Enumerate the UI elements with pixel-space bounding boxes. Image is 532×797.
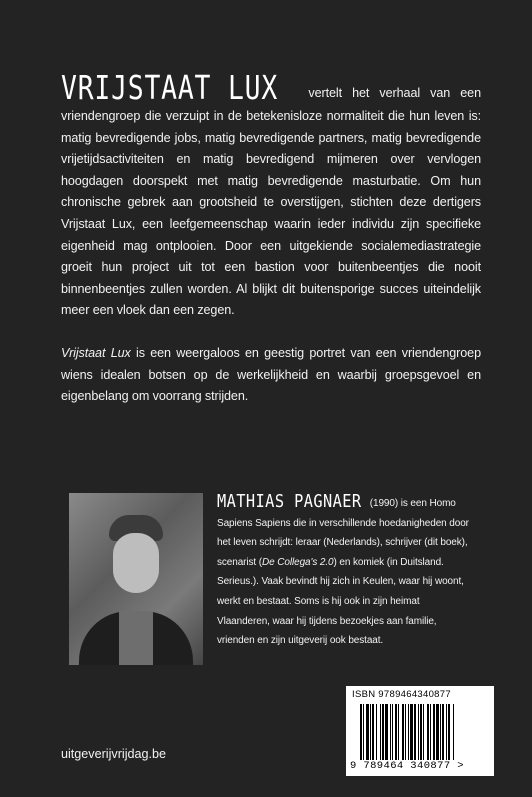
- isbn-label: ISBN 9789464340877: [352, 689, 451, 700]
- book-title-handwritten: VRIJSTAAT LUX: [61, 68, 279, 107]
- isbn-barcode: [346, 686, 494, 776]
- blurb-paragraph-1-text: vertelt het verhaal van een vriendengroep die verzuipt in de betekenisloze normaliteit die hun leven is: matig bevredigende jobs, matig bevredigende partners, matig bevredigende vrijetijdsactiviteiten en matig bevredigend mijmeren over vervlogen hoogdagen doorspekt met matig bevredigende masturbatie. Om hun chronische gebrek aan grootsheid te overstijgen, stichten deze dertigers Vrijstaat Lux, een leefgemeenschap waarin ieder individu zijn specifieke eigenheid mag ontplooien. Door een uitgekiende socialemediastrategie groeit hun project uit tot een bastion voor buitenbeentjes die nooit binnenbeentjes zullen worden. Al blijkt dit buitensporige succes uiteindelijk meer een vloek dan een zegen.: [61, 86, 481, 318]
- author-bio-text-2: ) en komiek (in Duitsland. Serieus.). Vaak bevindt hij zich in Keulen, waar hij woont, werkt en bestaat. Soms is hij ook in zijn heimat Vlaanderen, waar hij tijdens bezoekjes aan familie, vrienden en zijn uitgeverij ook bestaat.: [217, 556, 464, 647]
- author-photo: [69, 493, 203, 665]
- blurb-paragraph-1: [61, 70, 481, 322]
- author-bio-text-1: (1990) is een Homo Sapiens Sapiens die in verschillende hoedanigheden door het leven schrijdt: leraar (Nederlands), schrijver (dit boek), scenarist (: [217, 498, 469, 568]
- book-blurb: [61, 70, 481, 408]
- author-bio: [217, 492, 469, 651]
- author-bio-italic: De Collega's 2.0: [262, 556, 334, 568]
- blurb-paragraph-2: [61, 343, 481, 408]
- barcode-bars: [360, 704, 484, 760]
- barcode-digits: 9 789464 340877 >: [350, 760, 464, 772]
- blurb-paragraph-2-text: is een weergaloos en geestig portret van een vriendengroep wiens idealen botsen op de werkelijkheid en waarbij groepsgevoel en eigenbelang om voorrang strijden.: [61, 345, 481, 404]
- author-name-handwritten: MATHIAS PAGNAER: [217, 491, 362, 512]
- book-title-italic: Vrijstaat Lux: [61, 345, 131, 360]
- publisher-website: uitgeverijvrijdag.be: [61, 747, 167, 761]
